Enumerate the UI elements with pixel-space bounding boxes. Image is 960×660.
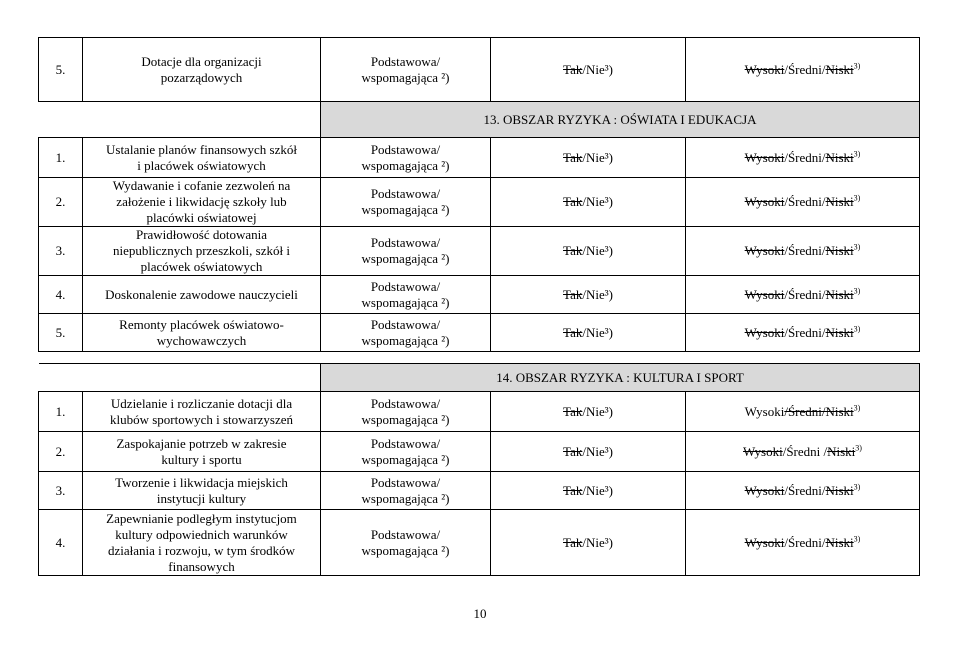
yes-no-cell: Tak/Nie³) [491,38,686,102]
role-cell: Podstawowa/ wspomagająca ²) [321,138,491,178]
task-name: Ustalanie planów finansowych szkół i placówek oświatowych [83,138,321,178]
role-cell: Podstawowa/ wspomagająca ²) [321,38,491,102]
yes-no-cell: Tak/Nie³) [491,432,686,472]
task-name: Tworzenie i likwidacja miejskich instytucji kultury [83,472,321,510]
task-name: Prawidłowość dotowania niepublicznych przeszkoli, szkół i placówek oświatowych [83,227,321,276]
risk-level-cell: Wysoki/Średni/Niski$^{3)}$ [686,178,920,227]
table-row [39,227,920,276]
row-number: 3. [39,472,83,510]
risk-level-cell: Wysoki/Średni/Niski$^{3)}$ [686,38,920,102]
page-number: 10 [473,606,487,621]
table-row [39,510,920,576]
risk-table [38,37,920,576]
row-number: 5. [39,314,83,352]
task-name: Udzielanie i rozliczanie dotacji dla klubów sportowych i stowarzyszeń [83,392,321,432]
role-cell: Podstawowa/ wspomagająca ²) [321,510,491,576]
row-number: 1. [39,392,83,432]
row-number: 1. [39,138,83,178]
task-name: Remonty placówek oświatowo- wychowawczych [83,314,321,352]
risk-level-cell: Wysoki/Średni/Niski$^{3)}$ [686,510,920,576]
table-row [39,314,920,352]
section-header-14: 14. OBSZAR RYZYKA : KULTURA I SPORT [321,364,920,392]
risk-level-cell: Wysoki/Średni/Niski$^{3)}$ [686,227,920,276]
yes-no-cell: Tak/Nie³) [491,178,686,227]
table-row [39,472,920,510]
yes-no-cell: Tak/Nie³) [491,392,686,432]
risk-level-cell: Wysoki/Średni/Niski$^{3)}$ [686,392,920,432]
table-row [39,392,920,432]
table-row [39,276,920,314]
row-number: 2. [39,432,83,472]
risk-level-cell: Wysoki/Średni /Niski$^{3)}$ [686,432,920,472]
task-name: Doskonalenie zawodowe nauczycieli [83,276,321,314]
role-cell: Podstawowa/ wspomagająca ²) [321,178,491,227]
risk-level-cell: Wysoki/Średni/Niski$^{3)}$ [686,314,920,352]
task-name: Zapewnianie podległym instytucjom kultury odpowiednich warunków działania i rozwoju, w tym środków finansowych [83,510,321,576]
role-cell: Podstawowa/ wspomagająca ²) [321,472,491,510]
yes-no-cell: Tak/Nie³) [491,314,686,352]
role-cell: Podstawowa/ wspomagająca ²) [321,392,491,432]
yes-no-cell: Tak/Nie³) [491,227,686,276]
risk-level-cell: Wysoki/Średni/Niski$^{3)}$ [686,276,920,314]
yes-no-cell: Tak/Nie³) [491,276,686,314]
role-cell: Podstawowa/ wspomagająca ²) [321,432,491,472]
section-header-13: 13. OBSZAR RYZYKA : OŚWIATA I EDUKACJA [321,102,920,138]
table-row [39,138,920,178]
risk-level-cell: Wysoki/Średni/Niski$^{3)}$ [686,472,920,510]
yes-no-cell: Tak/Nie³) [491,472,686,510]
task-name: Zaspokajanie potrzeb w zakresie kultury i sportu [83,432,321,472]
row-number: 4. [39,276,83,314]
task-name: Dotacje dla organizacji pozarządowych [83,38,321,102]
row-number: 4. [39,510,83,576]
table-row [39,178,920,227]
risk-level-cell: Wysoki/Średni/Niski$^{3)}$ [686,138,920,178]
row-number: 2. [39,178,83,227]
table-row [39,432,920,472]
role-cell: Podstawowa/ wspomagająca ²) [321,314,491,352]
row-number: 5. [39,38,83,102]
yes-no-cell: Tak/Nie³) [491,510,686,576]
table-row [39,38,920,102]
yes-no-cell: Tak/Nie³) [491,138,686,178]
task-name: Wydawanie i cofanie zezwoleń na założenie i likwidację szkoły lub placówki oświatowej [83,178,321,227]
role-cell: Podstawowa/ wspomagająca ²) [321,276,491,314]
row-number: 3. [39,227,83,276]
role-cell: Podstawowa/ wspomagająca ²) [321,227,491,276]
